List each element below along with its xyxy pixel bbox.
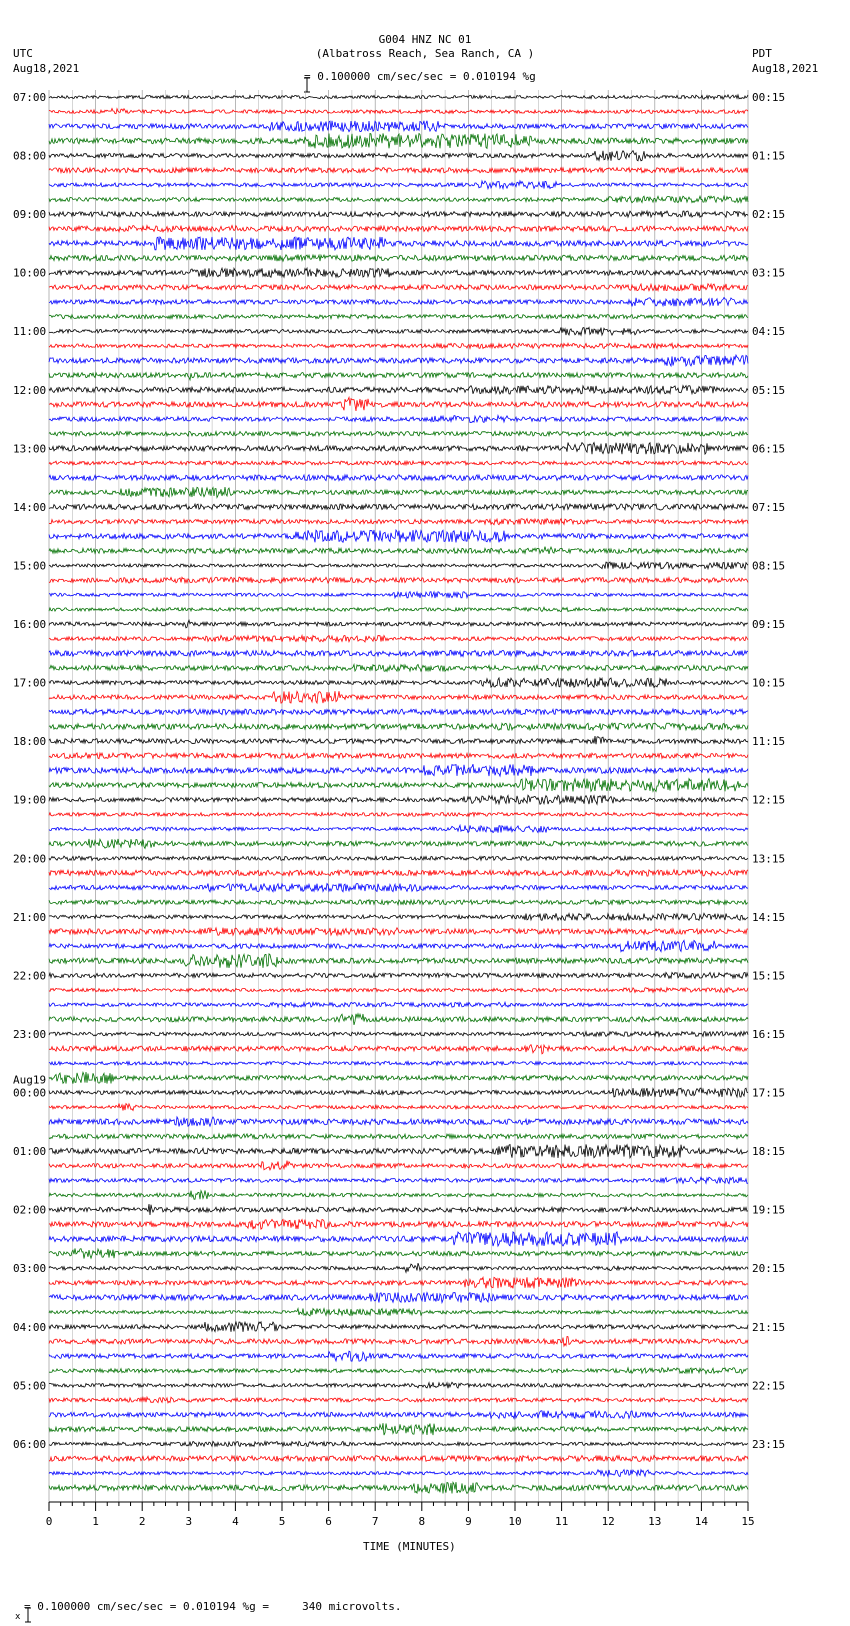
utc-hour-label: 11:00 <box>13 325 47 339</box>
utc-hour-label: 18:00 <box>13 735 47 749</box>
right-timezone: PDT <box>752 47 772 60</box>
x-tick-label: 0 <box>45 1515 53 1528</box>
pdt-hour-label: 21:15 <box>752 1320 786 1334</box>
station-location: (Albatross Reach, Sea Ranch, CA ) <box>315 47 535 60</box>
pdt-hour-label: 11:15 <box>752 735 786 749</box>
utc-hour-label: 19:00 <box>13 793 47 807</box>
pdt-hour-label: 17:15 <box>752 1086 786 1100</box>
utc-hour-label: 03:00 <box>13 1262 47 1276</box>
pdt-hour-label: 08:15 <box>752 559 786 573</box>
x-tick-label: 4 <box>232 1515 239 1528</box>
x-tick-label: 1 <box>92 1515 99 1528</box>
utc-hour-label: 00:00 <box>13 1086 47 1100</box>
x-tick-label: 15 <box>741 1515 755 1528</box>
utc-hour-label: 02:00 <box>13 1203 47 1217</box>
pdt-hour-label: 13:15 <box>752 852 786 866</box>
utc-hour-label: 05:00 <box>13 1379 47 1393</box>
utc-hour-label: 23:00 <box>13 1027 47 1041</box>
pdt-hour-label: 14:15 <box>752 910 786 924</box>
x-tick-label: 13 <box>648 1515 662 1528</box>
pdt-hour-label: 06:15 <box>752 442 786 456</box>
x-tick-label: 9 <box>465 1515 472 1528</box>
pdt-hour-label: 12:15 <box>752 793 786 807</box>
pdt-hour-label: 07:15 <box>752 500 786 514</box>
left-date: Aug18,2021 <box>13 62 80 75</box>
x-axis <box>46 1502 755 1528</box>
x-tick-label: 2 <box>138 1515 146 1528</box>
pdt-hour-labels <box>752 91 785 1451</box>
utc-hour-labels <box>13 91 46 1451</box>
x-tick-label: 11 <box>554 1515 569 1528</box>
x-tick-label: 3 <box>185 1515 193 1528</box>
utc-hour-label: 22:00 <box>13 969 47 983</box>
x-tick-label: 12 <box>601 1515 615 1528</box>
utc-hour-label: 08:00 <box>13 149 47 163</box>
utc-hour-label: 14:00 <box>13 500 47 514</box>
pdt-hour-label: 23:15 <box>752 1437 786 1451</box>
trace-row <box>49 461 748 465</box>
x-tick-label: 5 <box>278 1515 286 1528</box>
utc-hour-label: 01:00 <box>13 1145 47 1159</box>
pdt-hour-label: 16:15 <box>752 1027 786 1041</box>
utc-hour-label: 10:00 <box>13 266 47 280</box>
utc-hour-label: 13:00 <box>13 442 47 456</box>
pdt-hour-label: 03:15 <box>752 266 786 280</box>
pdt-hour-label: 15:15 <box>752 969 786 983</box>
pdt-hour-label: 22:15 <box>752 1379 786 1393</box>
date-label: Aug19 <box>13 1073 47 1087</box>
utc-hour-label: 20:00 <box>13 852 47 866</box>
utc-hour-label: 12:00 <box>13 383 47 397</box>
x-tick-label: 7 <box>371 1515 379 1528</box>
left-timezone: UTC <box>13 47 33 60</box>
pdt-hour-label: 19:15 <box>752 1203 786 1217</box>
utc-hour-label: 09:00 <box>13 208 47 222</box>
footer-scale-note: = 0.100000 cm/sec/sec = 0.010194 %g = 340 microvolts. <box>24 1600 402 1613</box>
utc-hour-label: 16:00 <box>13 618 47 632</box>
utc-hour-label: 06:00 <box>13 1437 47 1451</box>
pdt-hour-label: 20:15 <box>752 1262 786 1276</box>
x-axis-label: TIME (MINUTES) <box>363 1540 456 1553</box>
svg-text:x: x <box>15 1612 21 1622</box>
pdt-hour-label: 18:15 <box>752 1145 786 1159</box>
utc-hour-label: 21:00 <box>13 910 47 924</box>
x-tick-label: 6 <box>325 1515 332 1528</box>
pdt-hour-label: 10:15 <box>752 676 786 690</box>
pdt-hour-label: 00:15 <box>752 91 786 104</box>
chart-title: G004 HNZ NC 01 <box>378 33 472 46</box>
scale-text: = 0.100000 cm/sec/sec = 0.010194 %g <box>304 70 536 83</box>
x-tick-label: 10 <box>508 1515 522 1528</box>
grid-lines <box>49 90 748 1502</box>
x-tick-label: 8 <box>418 1515 426 1528</box>
right-date: Aug18,2021 <box>752 62 819 75</box>
pdt-hour-label: 05:15 <box>752 383 786 397</box>
utc-hour-label: 07:00 <box>13 91 47 104</box>
x-tick-label: 14 <box>694 1515 709 1528</box>
pdt-hour-label: 01:15 <box>752 149 786 163</box>
utc-hour-label: 17:00 <box>13 676 47 690</box>
utc-hour-label: 04:00 <box>13 1320 47 1334</box>
utc-hour-label: 15:00 <box>13 559 47 573</box>
pdt-hour-label: 02:15 <box>752 208 786 222</box>
pdt-hour-label: 09:15 <box>752 618 786 632</box>
pdt-hour-label: 04:15 <box>752 325 786 339</box>
